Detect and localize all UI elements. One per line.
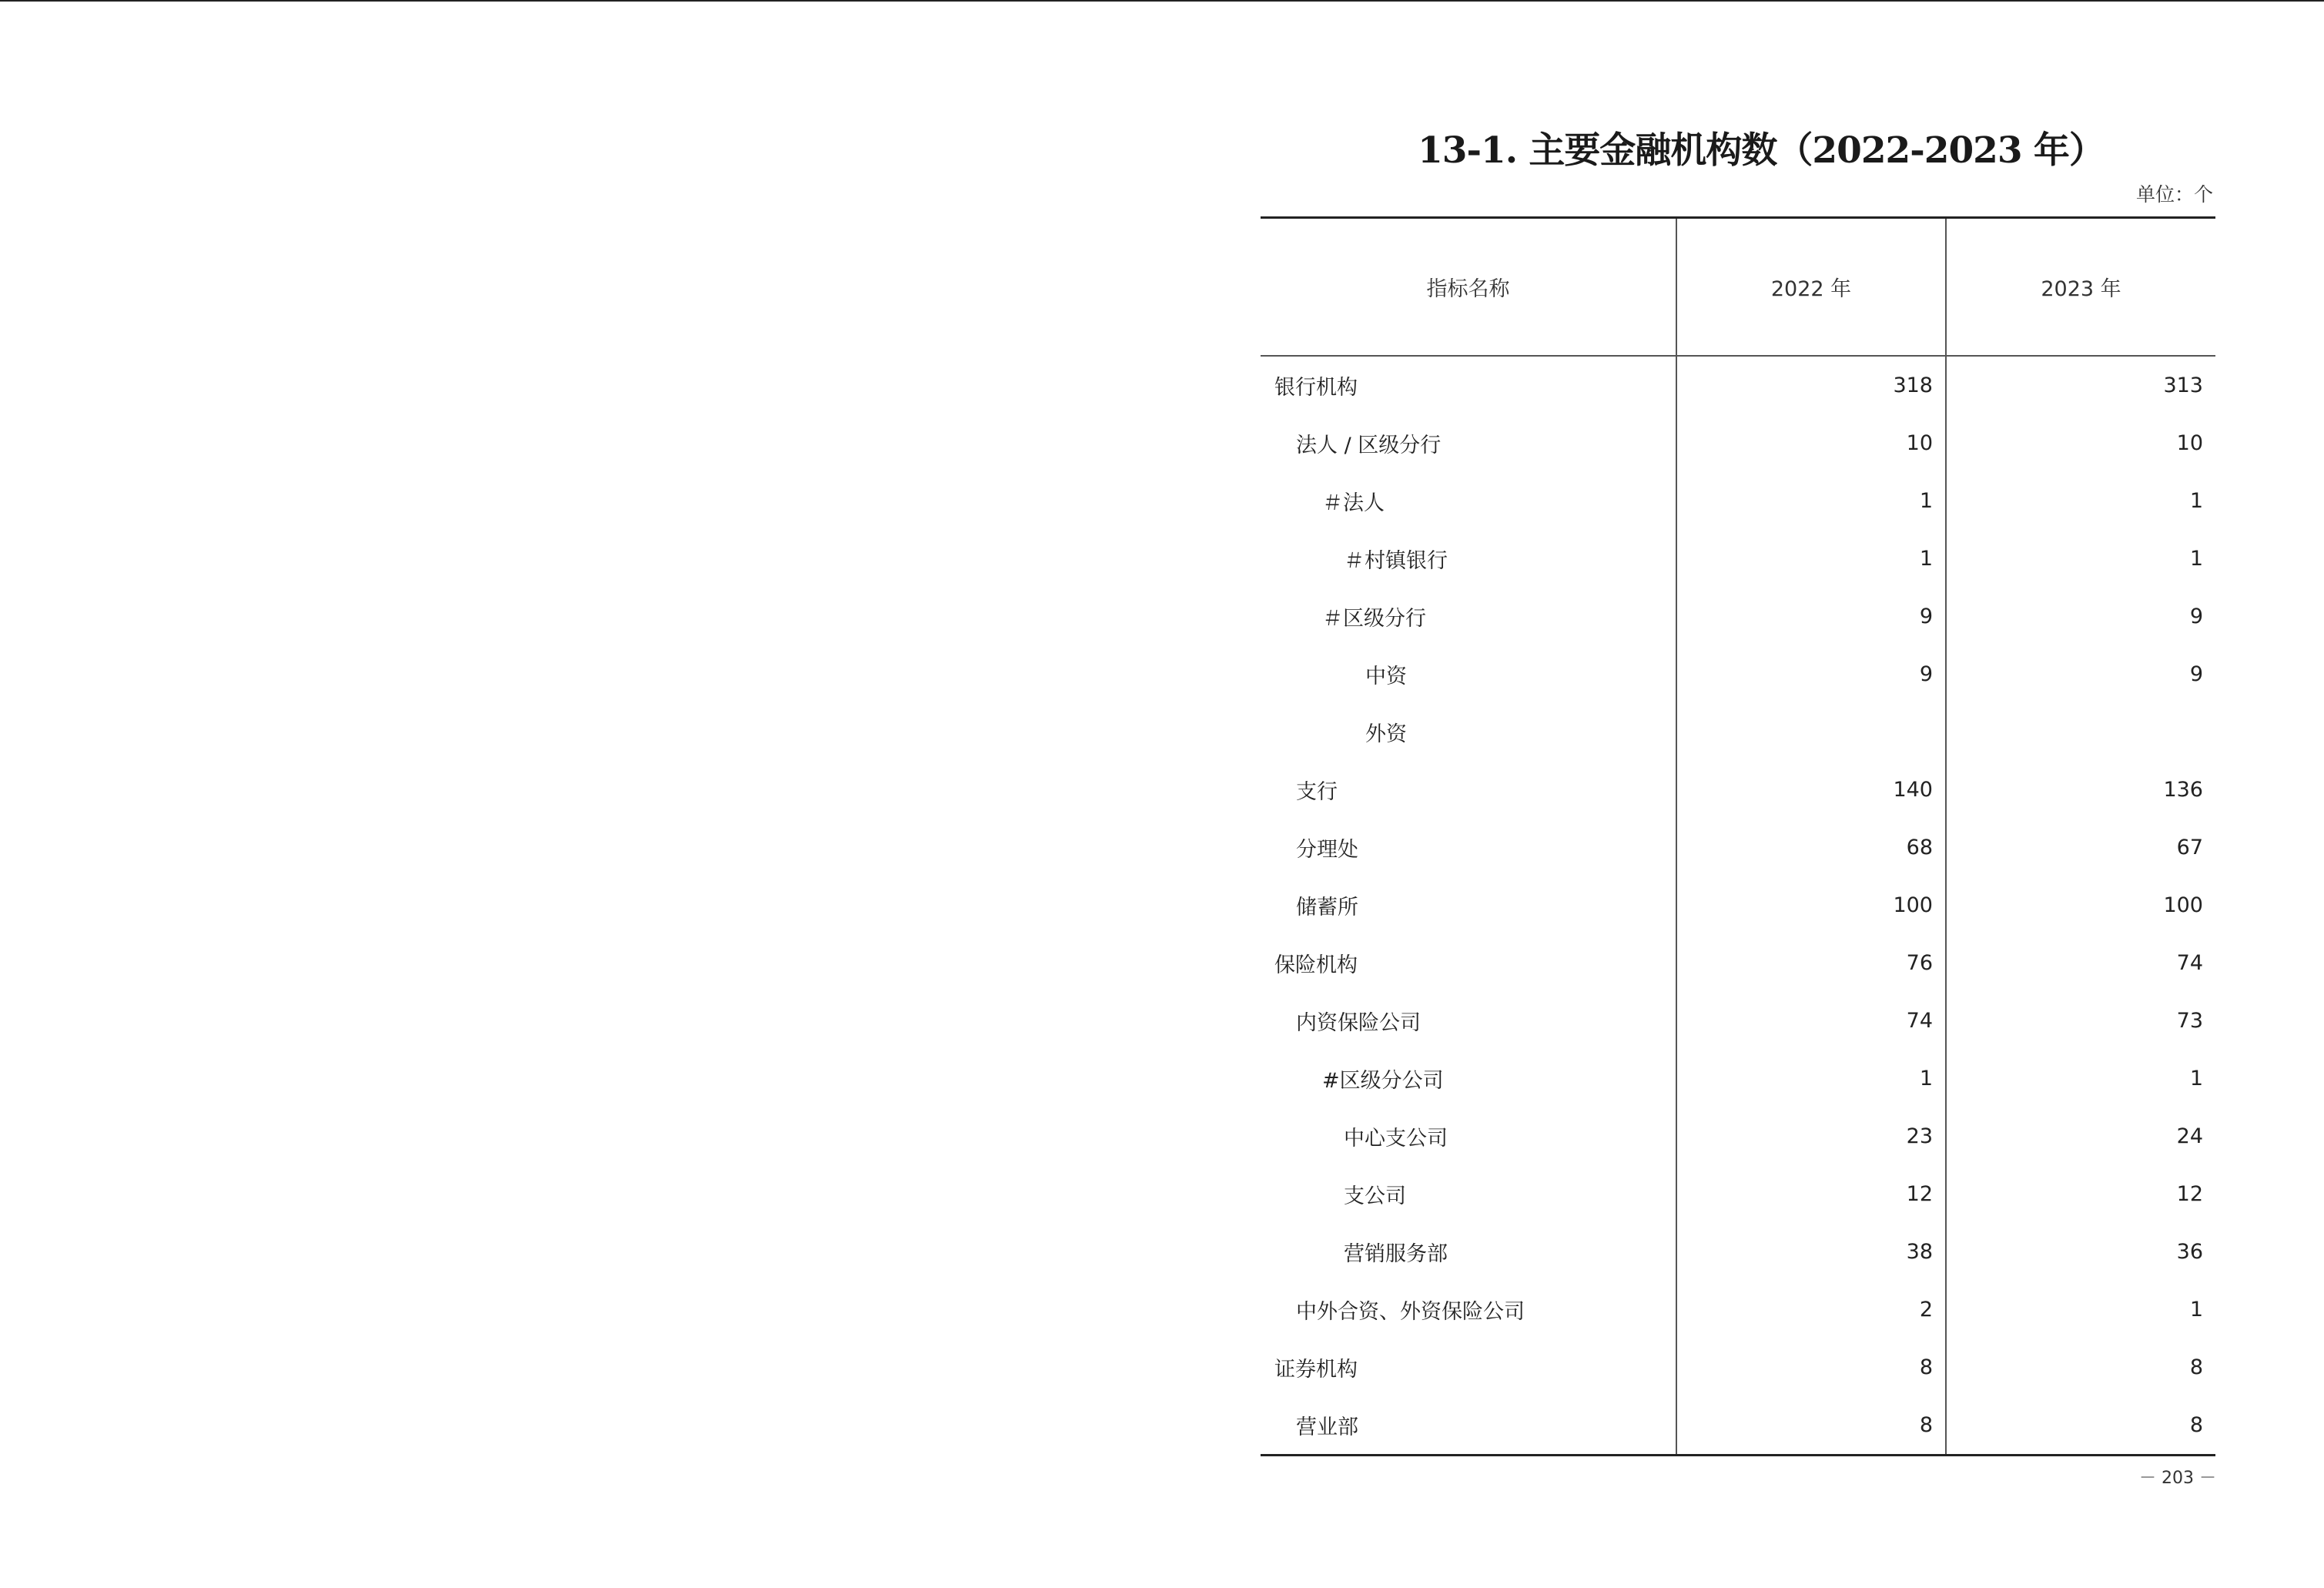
table-row	[1261, 1107, 2215, 1165]
header-year-2022: 2022 年	[1676, 218, 1946, 357]
table-row	[1261, 1050, 2215, 1107]
value-2023: 74	[1946, 934, 2215, 992]
value-2022: 100	[1676, 876, 1946, 934]
table-row	[1261, 876, 2215, 934]
value-2022: 1	[1676, 1050, 1946, 1107]
row-label: 支公司	[1344, 1184, 1406, 1208]
row-label: 营销服务部	[1344, 1242, 1448, 1266]
value-2023: 9	[1946, 645, 2215, 703]
value-2022: 68	[1676, 819, 1946, 876]
table-row	[1261, 356, 2215, 414]
value-2022: 9	[1676, 645, 1946, 703]
value-2023: 100	[1946, 876, 2215, 934]
table-row	[1261, 1338, 2215, 1396]
value-2022: 9	[1676, 588, 1946, 645]
unit-label: 单位：个	[2135, 183, 2213, 206]
value-2023	[1946, 703, 2215, 761]
value-2022: 140	[1676, 761, 1946, 819]
row-label: 支行	[1296, 780, 1338, 804]
value-2023: 10	[1946, 414, 2215, 472]
table-row	[1261, 703, 2215, 761]
row-label: 营业部	[1261, 1396, 1676, 1456]
table-row	[1261, 1396, 2215, 1456]
value-2022: 23	[1676, 1107, 1946, 1165]
value-2023: 9	[1946, 588, 2215, 645]
row-label: #区级分公司	[1322, 1069, 1444, 1093]
value-2022: 1	[1676, 472, 1946, 530]
header-indicator-name: 指标名称	[1261, 218, 1676, 357]
row-label: 保险机构	[1274, 953, 1358, 977]
value-2023: 8	[1946, 1396, 2215, 1456]
table-row	[1261, 588, 2215, 645]
row-label: 中外合资、外资保险公司	[1296, 1300, 1525, 1324]
table-row	[1261, 819, 2215, 876]
row-label: 法人 / 区级分行	[1296, 434, 1442, 457]
row-label: 分理处	[1296, 838, 1358, 862]
value-2023: 12	[1946, 1165, 2215, 1223]
value-2023: 67	[1946, 819, 2215, 876]
page-number: － 203 －	[2139, 1469, 2216, 1488]
value-2023: 24	[1946, 1107, 2215, 1165]
table-row	[1261, 414, 2215, 472]
value-2023: 73	[1946, 992, 2215, 1050]
table-title: 13-1. 主要金融机构数（2022-2023 年）	[1418, 129, 2105, 172]
table-row	[1261, 761, 2215, 819]
page-top-rule	[0, 0, 2324, 2]
table-row	[1261, 992, 2215, 1050]
row-label: 银行机构	[1274, 376, 1358, 400]
row-label: ＃区级分行	[1322, 607, 1426, 631]
value-2022: 1	[1676, 530, 1946, 588]
value-2022: 8	[1676, 1396, 1946, 1456]
row-label: 内资保险公司	[1296, 1011, 1421, 1035]
row-label: ＃村镇银行	[1344, 549, 1448, 573]
value-2022	[1676, 703, 1946, 761]
header-year-2023: 2023 年	[1946, 218, 2215, 357]
header-row	[1261, 218, 2215, 357]
data-table	[1261, 216, 2215, 1456]
table-row	[1261, 1281, 2215, 1338]
value-2022: 38	[1676, 1223, 1946, 1281]
value-2023: 1	[1946, 1050, 2215, 1107]
value-2023: 36	[1946, 1223, 2215, 1281]
value-2023: 1	[1946, 472, 2215, 530]
row-label: 储蓄所	[1296, 896, 1358, 920]
row-label: 证券机构	[1274, 1358, 1358, 1382]
value-2022: 318	[1676, 356, 1946, 414]
table-row	[1261, 1223, 2215, 1281]
value-2023: 8	[1946, 1338, 2215, 1396]
row-label: ＃法人	[1322, 491, 1385, 515]
value-2023: 1	[1946, 1281, 2215, 1338]
value-2022: 74	[1676, 992, 1946, 1050]
table-row	[1261, 472, 2215, 530]
table-header	[1261, 218, 2215, 357]
value-2022: 10	[1676, 414, 1946, 472]
row-label: 中资	[1365, 665, 1407, 688]
value-2022: 12	[1676, 1165, 1946, 1223]
table-row	[1261, 645, 2215, 703]
value-2023: 136	[1946, 761, 2215, 819]
table-row	[1261, 530, 2215, 588]
value-2022: 76	[1676, 934, 1946, 992]
table-row	[1261, 934, 2215, 992]
row-label: 外资	[1365, 722, 1407, 746]
value-2022: 8	[1676, 1338, 1946, 1396]
data-table-container	[1261, 216, 2215, 1456]
table-body	[1261, 356, 2215, 1456]
value-2023: 1	[1946, 530, 2215, 588]
table-row	[1261, 1165, 2215, 1223]
row-label: 中心支公司	[1344, 1127, 1448, 1151]
value-2023: 313	[1946, 356, 2215, 414]
value-2022: 2	[1676, 1281, 1946, 1338]
